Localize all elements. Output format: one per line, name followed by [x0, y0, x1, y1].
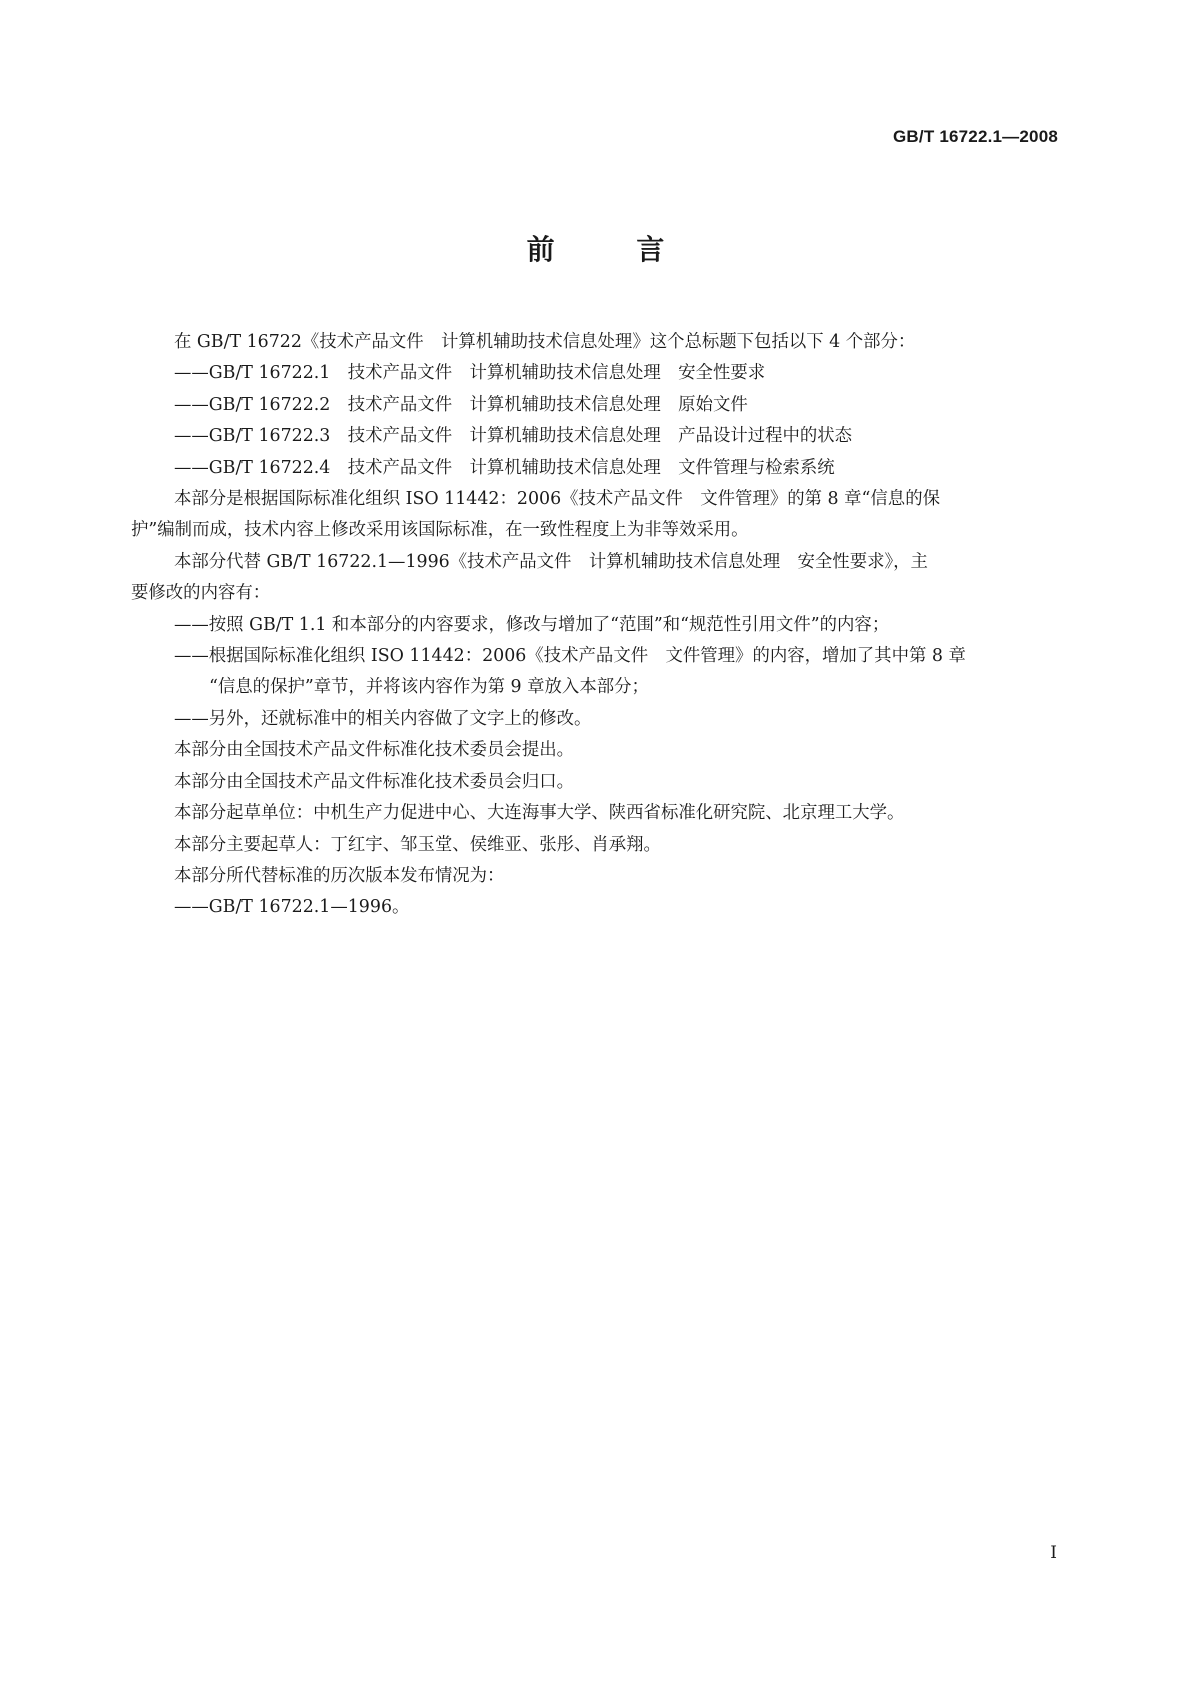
drafters-paragraph: 本部分主要起草人：丁红宇、邹玉堂、侯维亚、张彤、肖承翔。: [174, 834, 661, 855]
list-item-part-2: ——GB/T 16722.2 技术产品文件 计算机辅助技术信息处理 原始文件: [174, 394, 748, 415]
foreword-body: [131, 327, 1057, 924]
proposed-by-paragraph: 本部分由全国技术产品文件标准化技术委员会提出。: [174, 740, 574, 761]
replaces-paragraph-line-2: 要修改的内容有：: [131, 583, 271, 604]
intro-paragraph: 在 GB/T 16722《技术产品文件 计算机辅助技术信息处理》这个总标题下包括以下 4 个部分：: [174, 332, 916, 352]
list-item-part-1: ——GB/T 16722.1 技术产品文件 计算机辅助技术信息处理 安全性要求: [174, 363, 766, 384]
list-item-part-3: ——GB/T 16722.3 技术产品文件 计算机辅助技术信息处理 产品设计过程中的状态: [174, 426, 853, 447]
change-item-2-line-2: “信息的保护”章节，并将该内容作为第 9 章放入本部分；: [209, 677, 649, 698]
standard-code: GB/T 16722.1—2008: [893, 127, 1058, 146]
replaces-paragraph-line-1: 本部分代替 GB/T 16722.1—1996《技术产品文件 计算机辅助技术信息处理 安全性要求》，主: [174, 551, 928, 572]
history-item: ——GB/T 16722.1—1996。: [174, 897, 410, 918]
basis-paragraph-line-1: 本部分是根据国际标准化组织 ISO 11442：2006《技术产品文件 文件管理》的第 8 章“信息的保: [174, 489, 940, 510]
basis-paragraph-line-2: 护”编制而成，技术内容上修改采用该国际标准，在一致性程度上为非等效采用。: [131, 520, 749, 541]
list-item-part-4: ——GB/T 16722.4 技术产品文件 计算机辅助技术信息处理 文件管理与检索系统: [174, 457, 835, 478]
change-item-2-line-1: ——根据国际标准化组织 ISO 11442：2006《技术产品文件 文件管理》的内容，增加了其中第 8 章: [174, 646, 966, 667]
change-item-3: ——另外，还就标准中的相关内容做了文字上的修改。: [174, 708, 592, 729]
drafting-units-paragraph: 本部分起草单位：中机生产力促进中心、大连海事大学、陕西省标准化研究院、北京理工大学。: [174, 803, 905, 824]
centralized-by-paragraph: 本部分由全国技术产品文件标准化技术委员会归口。: [174, 771, 574, 792]
change-item-1: ——按照 GB/T 1.1 和本部分的内容要求，修改与增加了“范围”和“规范性引用文件”的内容；: [174, 614, 890, 635]
page-number: I: [1050, 1543, 1057, 1563]
page-title: 前 言: [526, 233, 701, 266]
history-intro-paragraph: 本部分所代替标准的历次版本发布情况为：: [174, 865, 505, 886]
